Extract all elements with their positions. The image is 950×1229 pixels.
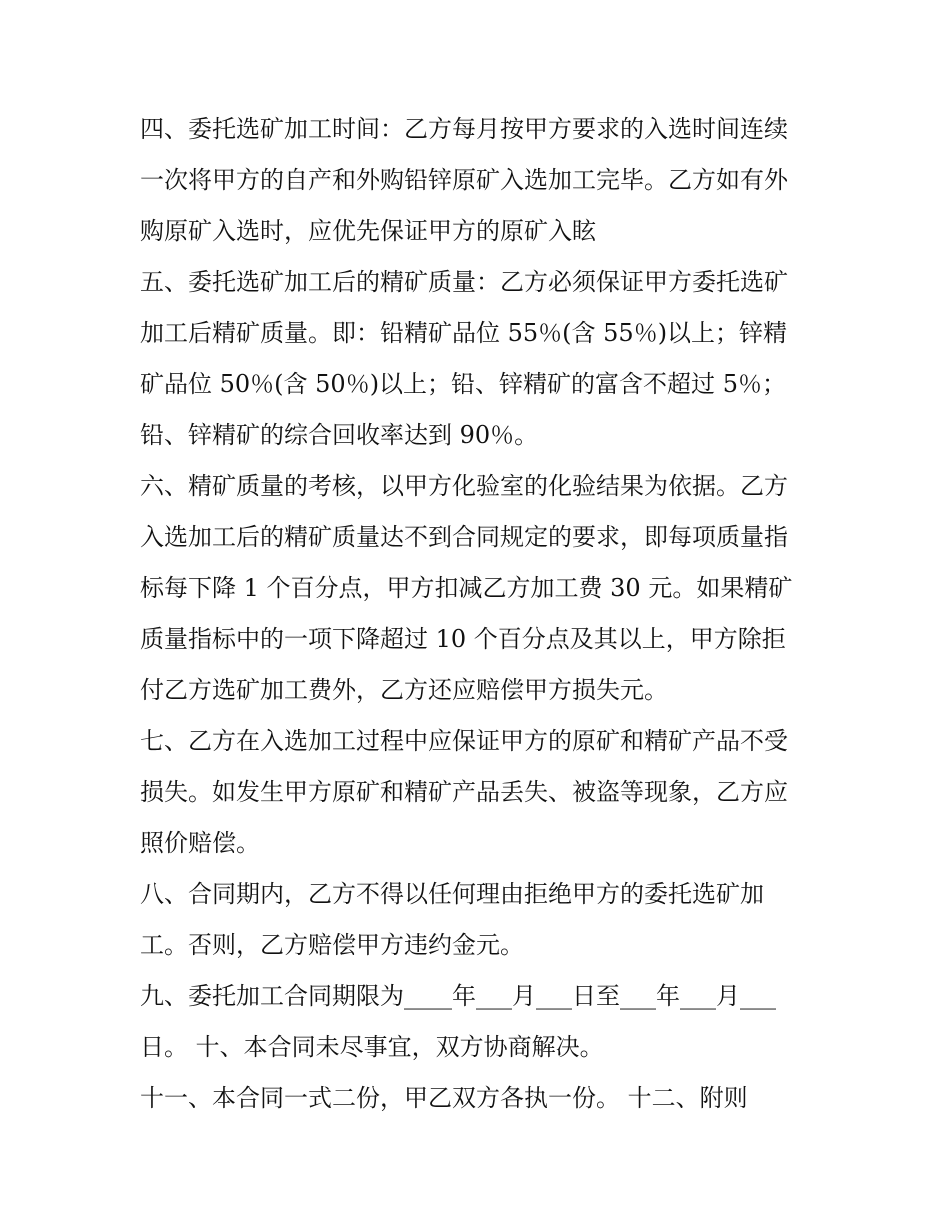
text-line: 入选加工后的精矿质量达不到合同规定的要求，即每项质量指 [140,523,788,551]
text-line: 质量指标中的一项下降超过 10 个百分点及其以上，甲方除拒 [140,625,786,653]
text-line: 四、委托选矿加工时间：乙方每月按甲方要求的入选时间连续 [140,115,788,143]
text-line: 五、委托选矿加工后的精矿质量：乙方必须保证甲方委托选矿 [140,268,788,296]
text-line: 十一、本合同一式二份，甲乙双方各执一份。 十二、附则 [140,1084,748,1112]
text-line: 日。 十、本合同未尽事宜，双方协商解决。 [140,1033,604,1061]
contract-body [140,104,820,1124]
text-line: 付乙方选矿加工费外，乙方还应赔偿甲方损失元。 [140,676,668,704]
text-line: 购原矿入选时，应优先保证甲方的原矿入眩 [140,217,596,245]
text-line: 损失。如发生甲方原矿和精矿产品丢失、被盗等现象，乙方应 [140,778,788,806]
text-line: 照价赔偿。 [140,829,260,857]
text-line: 铅、锌精矿的综合回收率达到 90％。 [140,421,539,449]
text-line: 标每下降 1 个百分点，甲方扣减乙方加工费 30 元。如果精矿 [140,574,793,602]
text-line: 工。否则，乙方赔偿甲方违约金元。 [140,931,524,959]
text-line: 加工后精矿质量。即：铅精矿品位 55％(含 55％)以上；锌精 [140,319,788,347]
text-line: 矿品位 50％(含 50％)以上；铅、锌精矿的富含不超过 5％； [140,370,786,398]
text-line: 九、委托加工合同期限为____年___月___日至___年___月___ [140,982,776,1010]
text-line: 一次将甲方的自产和外购铅锌原矿入选加工完毕。乙方如有外 [140,166,788,194]
text-line: 八、合同期内，乙方不得以任何理由拒绝甲方的委托选矿加 [140,880,764,908]
text-line: 七、乙方在入选加工过程中应保证甲方的原矿和精矿产品不受 [140,727,788,755]
text-line: 六、精矿质量的考核，以甲方化验室的化验结果为依据。乙方 [140,472,788,500]
